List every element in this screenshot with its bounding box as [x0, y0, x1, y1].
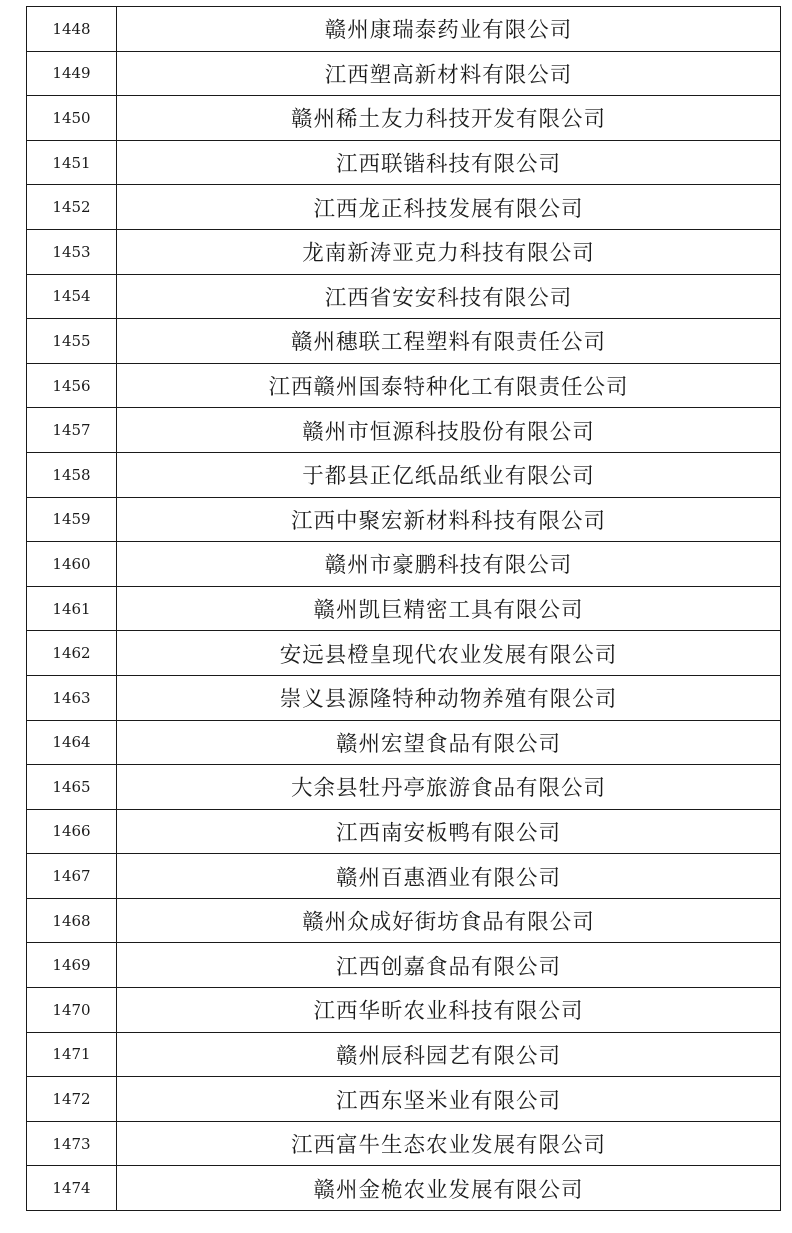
company-name: 赣州稀土友力科技开发有限公司	[117, 96, 781, 141]
row-number: 1471	[27, 1032, 117, 1077]
row-number: 1459	[27, 497, 117, 542]
company-name: 江西省安安科技有限公司	[117, 274, 781, 319]
table-row	[27, 586, 781, 631]
company-name: 赣州百惠酒业有限公司	[117, 854, 781, 899]
row-number: 1466	[27, 809, 117, 854]
company-name: 赣州金桅农业发展有限公司	[117, 1166, 781, 1211]
company-name: 赣州凯巨精密工具有限公司	[117, 586, 781, 631]
row-number: 1473	[27, 1121, 117, 1166]
table-row	[27, 229, 781, 274]
row-number: 1458	[27, 452, 117, 497]
row-number: 1454	[27, 274, 117, 319]
company-name: 崇义县源隆特种动物养殖有限公司	[117, 675, 781, 720]
row-number: 1457	[27, 408, 117, 453]
row-number: 1462	[27, 631, 117, 676]
company-name: 龙南新涛亚克力科技有限公司	[117, 229, 781, 274]
table-row	[27, 1077, 781, 1122]
company-name: 江西赣州国泰特种化工有限责任公司	[117, 363, 781, 408]
table-row	[27, 988, 781, 1033]
table-row	[27, 1032, 781, 1077]
company-name: 江西塑高新材料有限公司	[117, 51, 781, 96]
row-number: 1452	[27, 185, 117, 230]
company-name: 江西创嘉食品有限公司	[117, 943, 781, 988]
company-name: 赣州市恒源科技股份有限公司	[117, 408, 781, 453]
table-row	[27, 497, 781, 542]
table-row	[27, 809, 781, 854]
row-number: 1448	[27, 7, 117, 52]
row-number: 1449	[27, 51, 117, 96]
row-number: 1464	[27, 720, 117, 765]
company-name: 江西联锴科技有限公司	[117, 140, 781, 185]
row-number: 1467	[27, 854, 117, 899]
table-row	[27, 720, 781, 765]
company-name: 赣州宏望食品有限公司	[117, 720, 781, 765]
row-number: 1460	[27, 542, 117, 587]
company-name: 江西富牛生态农业发展有限公司	[117, 1121, 781, 1166]
company-name: 大余县牡丹亭旅游食品有限公司	[117, 765, 781, 810]
company-name: 江西东坚米业有限公司	[117, 1077, 781, 1122]
table-row	[27, 51, 781, 96]
row-number: 1463	[27, 675, 117, 720]
table-row	[27, 96, 781, 141]
table-row	[27, 898, 781, 943]
table-row	[27, 452, 781, 497]
table-row	[27, 363, 781, 408]
table-row	[27, 7, 781, 52]
company-name: 安远县橙皇现代农业发展有限公司	[117, 631, 781, 676]
table-row	[27, 319, 781, 364]
table-row	[27, 542, 781, 587]
row-number: 1456	[27, 363, 117, 408]
row-number: 1470	[27, 988, 117, 1033]
row-number: 1468	[27, 898, 117, 943]
row-number: 1469	[27, 943, 117, 988]
table-row	[27, 943, 781, 988]
row-number: 1461	[27, 586, 117, 631]
row-number: 1453	[27, 229, 117, 274]
table-row	[27, 408, 781, 453]
table-row	[27, 675, 781, 720]
row-number: 1451	[27, 140, 117, 185]
company-name: 江西南安板鸭有限公司	[117, 809, 781, 854]
row-number: 1474	[27, 1166, 117, 1211]
table-row	[27, 140, 781, 185]
company-name: 江西中聚宏新材料科技有限公司	[117, 497, 781, 542]
company-name: 江西华昕农业科技有限公司	[117, 988, 781, 1033]
row-number: 1455	[27, 319, 117, 364]
table-row	[27, 631, 781, 676]
company-name: 赣州市豪鹏科技有限公司	[117, 542, 781, 587]
row-number: 1450	[27, 96, 117, 141]
table-row	[27, 765, 781, 810]
company-table	[26, 6, 781, 1211]
company-name: 赣州康瑞泰药业有限公司	[117, 7, 781, 52]
table-row	[27, 854, 781, 899]
table-row	[27, 274, 781, 319]
company-name: 赣州众成好街坊食品有限公司	[117, 898, 781, 943]
row-number: 1472	[27, 1077, 117, 1122]
company-name: 于都县正亿纸品纸业有限公司	[117, 452, 781, 497]
table-row	[27, 1121, 781, 1166]
table-row	[27, 185, 781, 230]
company-name: 赣州穗联工程塑料有限责任公司	[117, 319, 781, 364]
row-number: 1465	[27, 765, 117, 810]
table-row	[27, 1166, 781, 1211]
company-name: 江西龙正科技发展有限公司	[117, 185, 781, 230]
table-body	[27, 7, 781, 1211]
company-name: 赣州辰科园艺有限公司	[117, 1032, 781, 1077]
